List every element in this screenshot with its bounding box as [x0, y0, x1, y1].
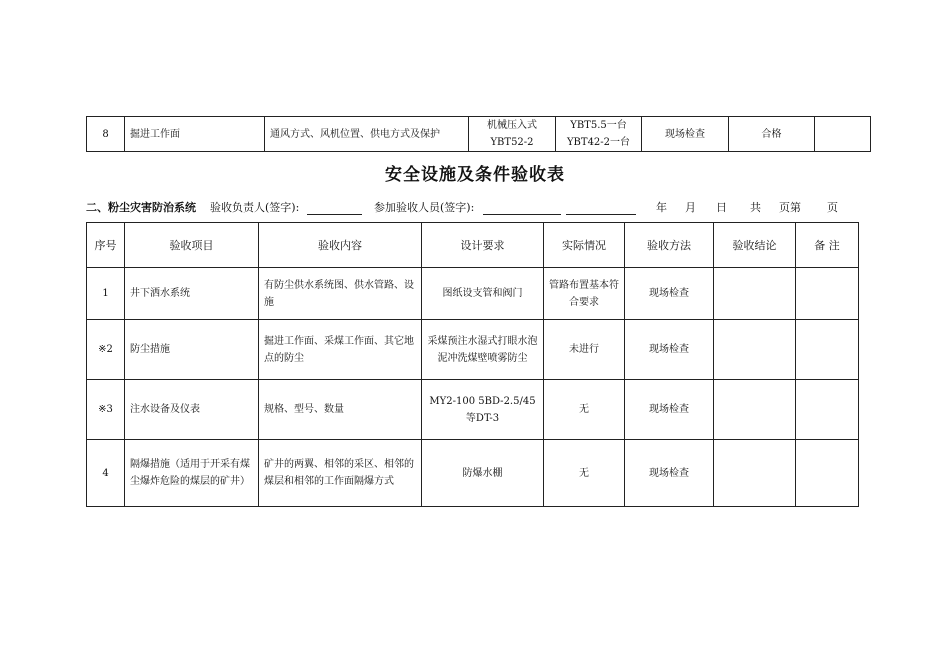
cell-seq: 1 [87, 268, 125, 320]
header-item: 验收项目 [125, 223, 259, 268]
cell-design [469, 117, 556, 152]
header-conclusion: 验收结论 [714, 223, 796, 268]
day-label: 日 [716, 201, 727, 214]
cell-content: 规格、型号、数量 [259, 380, 422, 440]
acceptance-table [86, 222, 859, 507]
cell-content: 通风方式、风机位置、供电方式及保护 [265, 117, 469, 152]
cell-design: 防爆水棚 [422, 440, 544, 507]
month-label: 月 [685, 201, 696, 214]
section-title: 二、粉尘灾害防治系统 [86, 201, 196, 214]
section-info-line [86, 199, 870, 217]
leader-signature-line [307, 202, 362, 215]
header-seq: 序号 [87, 223, 125, 268]
cell-actual: 管路布置基本符合要求 [544, 268, 625, 320]
cell-item: 注水设备及仪表 [125, 380, 259, 440]
cell-conclusion: 合格 [729, 117, 815, 152]
cell-content: 有防尘供水系统图、供水管路、设施 [259, 268, 422, 320]
actual-line-1: YBT5.5一台 [570, 120, 627, 131]
header-design: 设计要求 [422, 223, 544, 268]
page-label: 页 [827, 201, 838, 214]
cell-content: 矿井的两翼、相邻的采区、相邻的煤层和相邻的工作面隔爆方式 [259, 440, 422, 507]
participants-signature-line-1 [483, 202, 561, 215]
cell-actual: 无 [544, 440, 625, 507]
table-row [87, 320, 859, 380]
cell-seq: 4 [87, 440, 125, 507]
cell-actual: 未进行 [544, 320, 625, 380]
cell-conclusion [714, 440, 796, 507]
table-row [87, 380, 859, 440]
cell-seq: 8 [87, 117, 125, 152]
cell-actual [556, 117, 642, 152]
cell-seq: ※2 [87, 320, 125, 380]
cell-conclusion [714, 380, 796, 440]
cell-method: 现场检查 [642, 117, 729, 152]
cell-conclusion [714, 268, 796, 320]
design-line-1: 机械压入式 [487, 120, 537, 131]
cell-seq: ※3 [87, 380, 125, 440]
table-header-row [87, 223, 859, 268]
table-row [87, 268, 859, 320]
cell-method: 现场检查 [625, 440, 714, 507]
cell-remark [796, 268, 859, 320]
cell-method: 现场检查 [625, 380, 714, 440]
cell-method: 现场检查 [625, 320, 714, 380]
header-actual: 实际情况 [544, 223, 625, 268]
cell-actual: 无 [544, 380, 625, 440]
total-pages-label: 共 [750, 201, 761, 214]
page-title: 安全设施及条件验收表 [385, 165, 565, 185]
cell-item: 防尘措施 [125, 320, 259, 380]
cell-remark [815, 117, 871, 152]
leader-label: 验收负责人(签字): [210, 201, 300, 214]
year-label: 年 [656, 201, 667, 214]
cell-design: 图纸设支管和阀门 [422, 268, 544, 320]
participants-signature-line-2 [566, 202, 636, 215]
cell-conclusion [714, 320, 796, 380]
cell-remark [796, 440, 859, 507]
table-row [87, 440, 859, 507]
header-remark: 备 注 [796, 223, 859, 268]
participants-label: 参加验收人员(签字): [374, 201, 475, 214]
cell-design: MY2-100 5BD-2.5/45等DT-3 [422, 380, 544, 440]
cell-method: 现场检查 [625, 268, 714, 320]
previous-table-fragment [86, 116, 871, 152]
design-line-2: YBT52-2 [490, 137, 534, 148]
page-number-label: 页第 [779, 201, 801, 214]
cell-remark [796, 380, 859, 440]
cell-item: 井下洒水系统 [125, 268, 259, 320]
cell-design: 采煤预注水湿式打眼水泡泥冲洗煤壁喷雾防尘 [422, 320, 544, 380]
header-method: 验收方法 [625, 223, 714, 268]
cell-content: 掘进工作面、采煤工作面、其它地点的防尘 [259, 320, 422, 380]
cell-item: 掘进工作面 [125, 117, 265, 152]
cell-item: 隔爆措施（适用于开采有煤尘爆炸危险的煤层的矿井） [125, 440, 259, 507]
actual-line-2: YBT42-2一台 [566, 137, 631, 148]
header-content: 验收内容 [259, 223, 422, 268]
cell-remark [796, 320, 859, 380]
table-row [87, 117, 871, 152]
